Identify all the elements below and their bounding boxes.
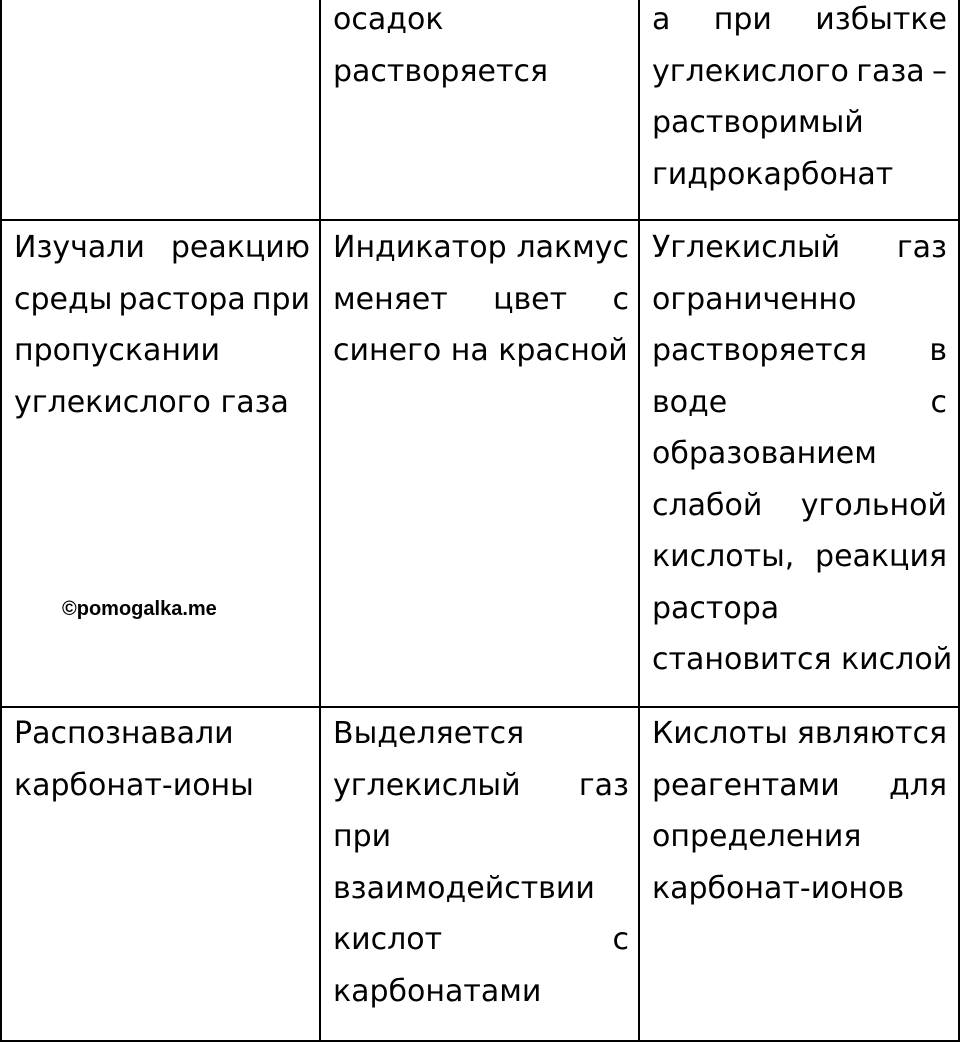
cell-word: меняет (333, 281, 448, 317)
row-1-col-2-cell (333, 222, 629, 377)
cell-word: газа (856, 53, 925, 89)
cell-text-line: растворимый (652, 105, 864, 140)
cell-text-line: взаимодействии (333, 870, 595, 906)
cell-text-line: карбонатами (333, 973, 542, 1009)
cell-word: газ (896, 230, 947, 265)
cell-word: с (612, 281, 629, 317)
cell-text-line (333, 222, 629, 274)
cell-word: а (652, 2, 671, 37)
row-1-col-3-cell (652, 222, 953, 686)
cell-word: – (931, 53, 947, 89)
cell-word: Углекислый (652, 230, 841, 265)
cell-text-line (652, 222, 947, 274)
cell-word: газ (578, 767, 629, 803)
cell-word: реагентами (652, 767, 840, 803)
cell-text-line: растворяется (333, 53, 548, 89)
cell-text-line (652, 760, 947, 812)
cell-word: реакция (815, 539, 947, 574)
column-divider-1 (319, 0, 321, 1042)
cell-text-line (652, 708, 947, 760)
cell-word: растворяется (652, 333, 867, 368)
cell-text-line (333, 760, 629, 812)
cell-word: реакцию (170, 230, 310, 265)
cell-text-line (14, 222, 310, 274)
row-0-col-3-cell (652, 0, 947, 200)
cell-word: в (929, 333, 947, 368)
cell-word: при (251, 281, 310, 317)
cell-word: углекислый (333, 767, 521, 803)
cell-word: цвет (493, 281, 568, 317)
cell-text-line: образованием (652, 436, 877, 471)
cell-text-line: при (333, 819, 392, 854)
cell-text-line (652, 325, 947, 377)
row-2-col-1-cell (14, 708, 310, 811)
cell-text-line: растора (652, 590, 780, 626)
cell-text-line: карбонат-ионы (14, 767, 254, 803)
cell-text-line (652, 0, 947, 46)
cell-word: кислот (333, 922, 443, 957)
cell-text-line: карбонат-ионов (652, 870, 905, 906)
cell-word: с (612, 922, 629, 957)
cell-text-line: синего на красной (333, 333, 628, 368)
cell-word: воде (652, 384, 728, 420)
cell-text-line: Выделяется (333, 716, 525, 751)
cell-word: избытке (815, 2, 947, 37)
row-2-col-3-cell (652, 708, 947, 914)
table-border-left (0, 0, 2, 1042)
cell-word: угольной (800, 487, 947, 523)
row-2-col-2-cell (333, 708, 629, 1017)
row-divider-1 (0, 219, 960, 221)
cell-text-line: пропускании (14, 333, 220, 368)
cell-word: Изучали (14, 230, 145, 265)
cell-text-line: гидрокарбонат (652, 156, 894, 192)
cell-word: Индикатор (333, 230, 507, 265)
cell-word: среды (14, 281, 113, 317)
row-1-col-1-cell (14, 222, 310, 428)
cell-text-line: определения (652, 819, 862, 854)
cell-text-line: осадок (333, 2, 444, 37)
cell-text-line: углекислого газа (14, 384, 289, 420)
table-border-bottom (0, 1040, 960, 1042)
cell-word: углекислого (652, 53, 849, 89)
cell-text-line: Распознавали (14, 716, 234, 751)
cell-word: являются (796, 716, 947, 751)
row-0-col-2-cell (333, 0, 629, 97)
cell-text-line (333, 914, 629, 966)
cell-text-line (652, 531, 947, 583)
cell-word: слабой (652, 487, 763, 523)
cell-word: лакмус (516, 230, 629, 265)
cell-word: с (930, 384, 947, 420)
cell-text-line (652, 377, 947, 429)
cell-word: кислоты, (652, 539, 795, 574)
cell-word: при (713, 2, 772, 37)
watermark: ©pomogalka.me (62, 598, 217, 620)
column-divider-2 (638, 0, 640, 1042)
cell-text-line (652, 46, 947, 98)
cell-word: для (889, 767, 947, 803)
cell-text-line (14, 274, 310, 326)
cell-word: растора (118, 281, 246, 317)
cell-word: Кислоты (652, 716, 788, 751)
cell-text-line (652, 480, 947, 532)
cell-text-line (333, 274, 629, 326)
cell-text-line: становится кислой (652, 642, 953, 677)
cell-text-line: ограниченно (652, 281, 857, 317)
